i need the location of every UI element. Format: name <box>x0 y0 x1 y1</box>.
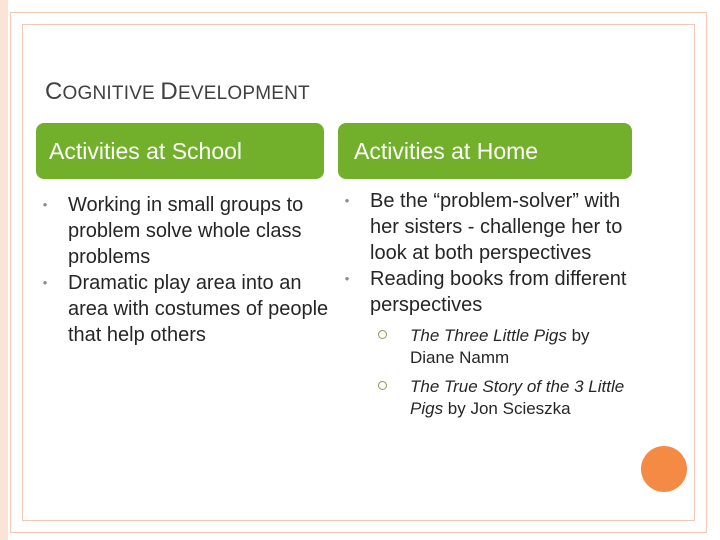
title-initial-d: D <box>160 78 178 105</box>
book-author: by Jon Scieszka <box>443 399 571 418</box>
title-initial-c: C <box>45 78 63 105</box>
slide-title <box>45 78 310 106</box>
list-item <box>338 188 638 266</box>
home-bullet-1: Be the “problem-solver” with her sisters - challenge her to look at both perspectives <box>370 190 623 264</box>
slide-side-band <box>0 0 8 540</box>
school-activities-list <box>36 192 336 348</box>
book-item <box>338 376 638 420</box>
home-activities-header-text: Activities at Home <box>354 137 539 164</box>
book-title: The True Story of the 3 Little Pigs <box>410 377 625 418</box>
book-item <box>338 325 638 369</box>
bullet-icon: • <box>344 271 350 286</box>
list-item <box>338 266 638 318</box>
ring-bullet-icon <box>378 381 387 390</box>
bullet-icon: • <box>344 193 350 208</box>
ring-bullet-icon <box>378 330 387 339</box>
list-item <box>36 192 336 270</box>
bullet-icon: • <box>42 197 48 212</box>
school-activities-header-text: Activities at School <box>49 137 243 164</box>
orange-circle-decoration <box>641 446 687 492</box>
bullet-icon: • <box>42 275 48 290</box>
title-rest-ognitive: OGNITIVE <box>62 83 161 104</box>
home-bullet-2: Reading books from different perspectives <box>370 268 627 316</box>
book-author: by Diane Namm <box>410 326 590 367</box>
school-activities-header <box>36 123 324 179</box>
list-item <box>36 270 336 348</box>
book-title: The Three Little Pigs <box>410 326 567 345</box>
title-rest-evelopment: EVELOPMENT <box>177 83 310 104</box>
home-activities-header <box>338 123 632 179</box>
home-activities-list <box>338 188 638 420</box>
school-bullet-1: Working in small groups to problem solve whole class problems <box>68 194 304 268</box>
school-bullet-2: Dramatic play area into an area with costumes of people that help others <box>68 272 329 346</box>
